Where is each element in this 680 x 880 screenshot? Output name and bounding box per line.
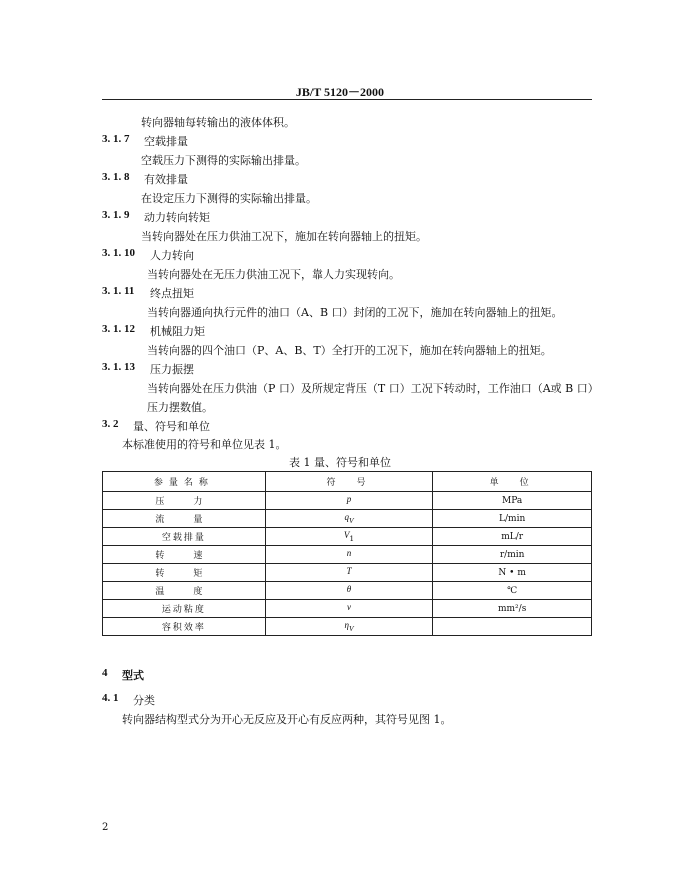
section-number-4: 4 <box>102 667 108 679</box>
table-header-row <box>103 472 592 492</box>
quantity-name: 容积效率 <box>103 618 266 636</box>
clause-title-3-1-12: 机械阻力矩 <box>150 325 205 338</box>
quantity-name: 转 矩 <box>103 564 266 582</box>
quantity-name: 空载排量 <box>103 528 266 546</box>
quantities-table <box>102 471 592 636</box>
quantity-unit: mL/r <box>433 528 592 546</box>
quantity-unit: ℃ <box>433 582 592 600</box>
clause-text-3-2: 本标准使用的符号和单位见表 1。 <box>122 438 287 451</box>
clause-title-3-2: 量、符号和单位 <box>133 420 210 433</box>
text-line-1: 转向器轴每转输出的液体体积。 <box>141 116 295 129</box>
clause-text-4-1: 转向器结构型式分为开心无反应及开心有反应两种，其符号见图 1。 <box>122 713 452 726</box>
clause-title-3-1-8: 有效排量 <box>144 173 188 186</box>
header-rule <box>102 99 592 100</box>
table-caption: 表 1 量、符号和单位 <box>289 456 391 469</box>
quantity-symbol: $q_V$ <box>265 510 433 528</box>
quantity-symbol: p <box>265 492 433 510</box>
clause-text-3-1-13-cont: 压力摆数值。 <box>147 401 213 414</box>
clause-title-3-1-7: 空载排量 <box>144 135 188 148</box>
quantity-unit: r/min <box>433 546 592 564</box>
clause-text-3-1-12: 当转向器的四个油口（P、A、B、T）全打开的工况下，施加在转向器轴上的扭矩。 <box>147 344 552 357</box>
clause-text-3-1-10: 当转向器处在无压力供油工况下，靠人力实现转向。 <box>147 268 400 281</box>
clause-text-3-1-13: 当转向器处在压力供油（P 口）及所规定背压（T 口）工况下转动时，工作油口（A或 B 口） <box>147 382 599 395</box>
quantity-unit <box>433 618 592 636</box>
clause-number-3-1-10: 3. 1. 10 <box>102 247 135 259</box>
header-symbol: 符 号 <box>265 472 433 492</box>
clause-text-3-1-7: 空载压力下测得的实际输出排量。 <box>141 154 306 167</box>
quantity-unit: mm²/s <box>433 600 592 618</box>
clause-title-3-1-13: 压力振摆 <box>150 363 194 376</box>
clause-text-3-1-9: 当转向器处在压力供油工况下，施加在转向器轴上的扭矩。 <box>141 230 427 243</box>
document-header: JB/T 5120－2000 <box>295 85 385 99</box>
quantity-symbol: $V_1$ <box>265 528 433 546</box>
table-row <box>103 492 592 510</box>
quantity-symbol: ν <box>265 600 433 618</box>
header-quantity-name: 参量名称 <box>103 472 266 492</box>
clause-title-3-1-10: 人力转向 <box>150 249 194 262</box>
table-row <box>103 618 592 636</box>
quantity-unit: N • m <box>433 564 592 582</box>
quantity-symbol: $\eta_V$ <box>265 618 433 636</box>
clause-title-3-1-11: 终点扭矩 <box>150 287 194 300</box>
header-unit: 单 位 <box>433 472 592 492</box>
quantity-name: 转 速 <box>103 546 266 564</box>
quantity-unit: MPa <box>433 492 592 510</box>
quantity-name: 压 力 <box>103 492 266 510</box>
clause-number-3-2: 3. 2 <box>102 418 119 430</box>
clause-title-4-1: 分类 <box>133 694 155 707</box>
table-row <box>103 582 592 600</box>
clause-number-3-1-8: 3. 1. 8 <box>102 171 130 183</box>
table-row <box>103 600 592 618</box>
quantity-name: 温 度 <box>103 582 266 600</box>
quantity-name: 流 量 <box>103 510 266 528</box>
clause-number-3-1-11: 3. 1. 11 <box>102 285 135 297</box>
clause-number-3-1-12: 3. 1. 12 <box>102 323 135 335</box>
clause-number-3-1-7: 3. 1. 7 <box>102 133 130 145</box>
clause-number-4-1: 4. 1 <box>102 692 119 704</box>
table-row <box>103 564 592 582</box>
table-row <box>103 546 592 564</box>
quantity-symbol: T <box>265 564 433 582</box>
page-number: 2 <box>102 822 109 833</box>
clause-text-3-1-11: 当转向器通向执行元件的油口（A、B 口）封闭的工况下，施加在转向器轴上的扭矩。 <box>147 306 563 319</box>
clause-title-3-1-9: 动力转向转矩 <box>144 211 210 224</box>
clause-number-3-1-13: 3. 1. 13 <box>102 361 135 373</box>
section-title-4: 型式 <box>122 669 144 682</box>
clause-number-3-1-9: 3. 1. 9 <box>102 209 130 221</box>
quantity-name: 运动粘度 <box>103 600 266 618</box>
quantity-unit: L/min <box>433 510 592 528</box>
clause-text-3-1-8: 在设定压力下测得的实际输出排量。 <box>141 192 317 205</box>
table-row <box>103 528 592 546</box>
table-row <box>103 510 592 528</box>
quantity-symbol: θ <box>265 582 433 600</box>
quantity-symbol: n <box>265 546 433 564</box>
